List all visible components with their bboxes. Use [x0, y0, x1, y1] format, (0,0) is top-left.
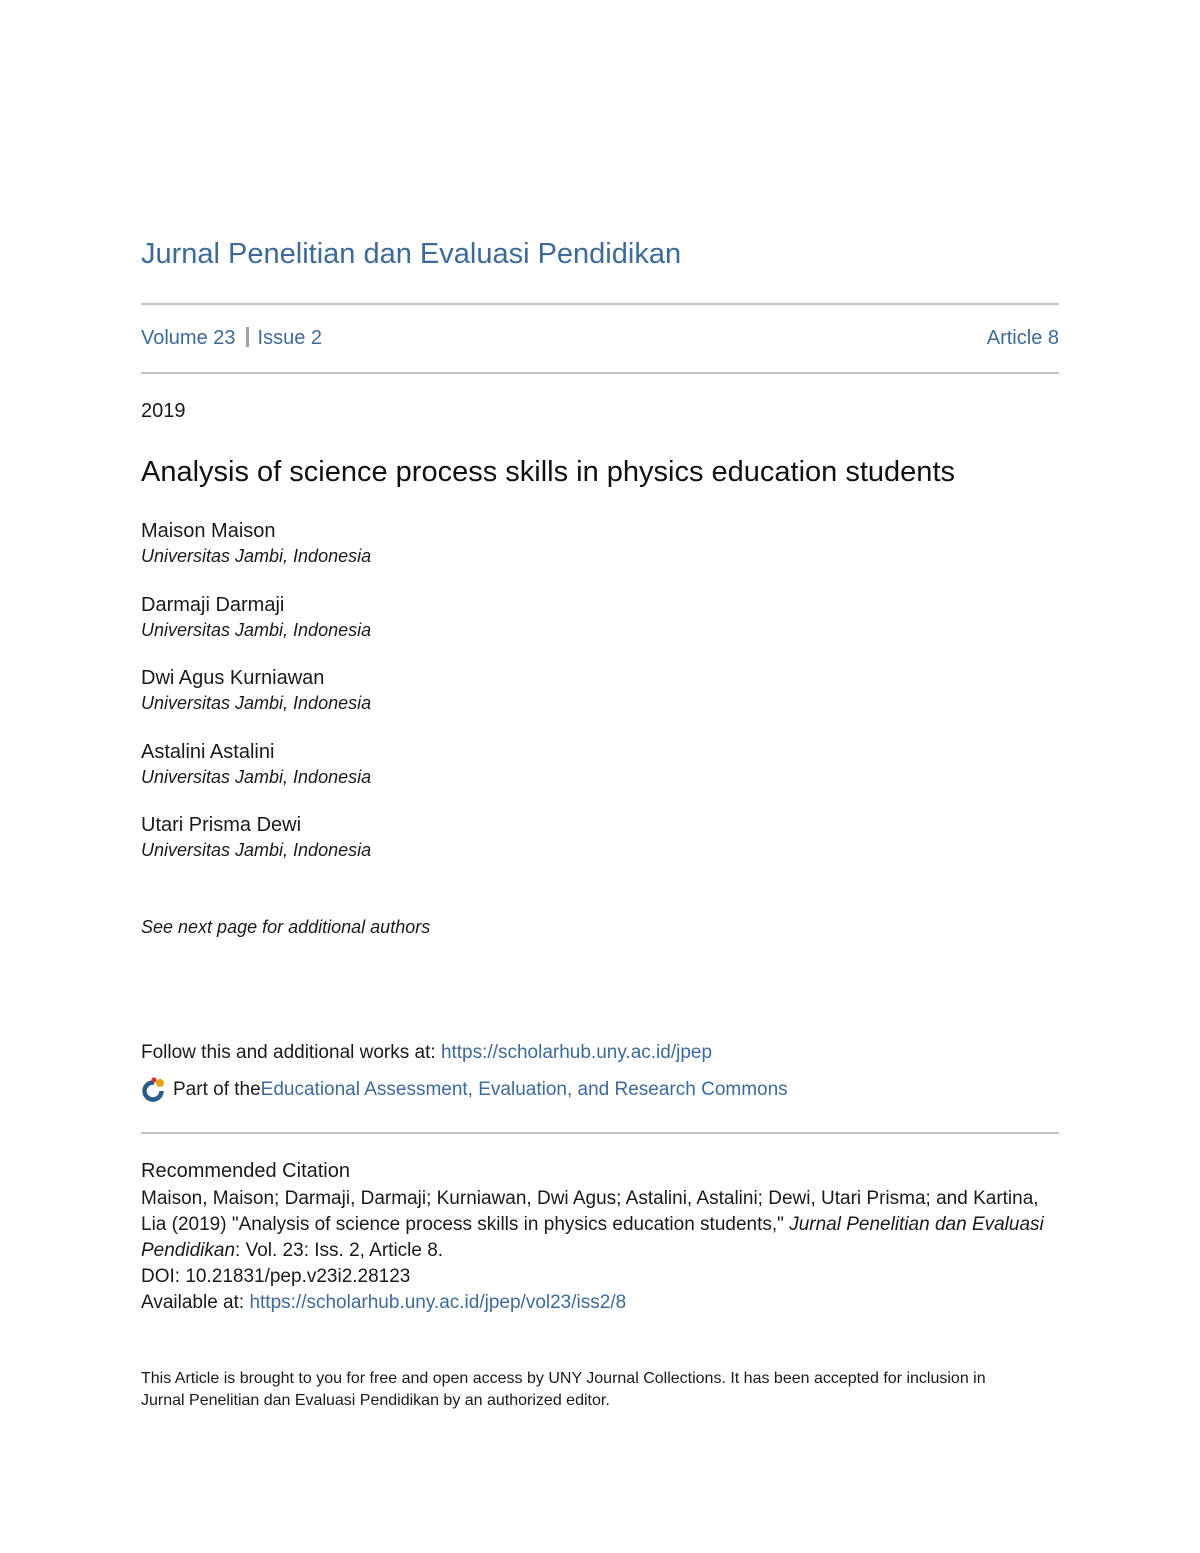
author-name: Dwi Agus Kurniawan [141, 667, 325, 689]
additional-authors-note: See next page for additional authors [141, 917, 431, 937]
recommended-citation-heading: Recommended Citation [141, 1160, 350, 1182]
issue-link[interactable]: Issue 2 [257, 327, 322, 349]
citation-volume: : Vol. 23: Iss. 2, Article 8. [235, 1240, 444, 1261]
article-number-link[interactable]: Article 8 [986, 327, 1059, 349]
author-name: Astalini Astalini [141, 740, 275, 763]
author-name: Maison Maison [141, 520, 276, 542]
commons-link[interactable]: Educational Assessment, Evaluation, and Research Commons [260, 1079, 788, 1100]
available-prefix: Available at: [141, 1292, 250, 1313]
article-url-link[interactable]: https://scholarhub.uny.ac.id/jpep/vol23/iss2/8 [249, 1292, 627, 1313]
author-affiliation: Universitas Jambi, Indonesia [141, 546, 372, 566]
citation-title-line [141, 1212, 1059, 1264]
author-affiliation: Universitas Jambi, Indonesia [141, 766, 372, 787]
citation-journal: Jurnal Penelitian dan Evaluasi Pendidikan [141, 1214, 1044, 1261]
citation-authors: Maison, Maison; Darmaji, Darmaji; Kurniawan, Dwi Agus; Astalini, Astalini; Dewi, Utari Prisma; and Kartina, [141, 1188, 1039, 1209]
separator [246, 327, 249, 347]
citation-doi: DOI: 10.21831/pep.v23i2.28123 [141, 1266, 411, 1287]
author-entry [141, 518, 371, 592]
commons-network-icon [141, 1077, 167, 1103]
author-list [141, 518, 371, 886]
author-name: Utari Prisma Dewi [141, 814, 302, 836]
citation-title: Lia (2019) "Analysis of science process skills in physics education students," [141, 1214, 790, 1235]
access-statement: This Article is brought to you for free and open access by UNY Journal Collections. It has been accepted for inclusion in Jurnal Penelitian dan Evaluasi Pendidikan by an authorized editor. [141, 1370, 986, 1409]
journal-title-link[interactable]: Jurnal Penelitian dan Evaluasi Pendidikan [141, 238, 682, 270]
author-name: Darmaji Darmaji [141, 593, 285, 616]
author-entry [141, 665, 371, 739]
follow-prefix: Follow this and additional works at: [141, 1042, 441, 1063]
citation-block [141, 1186, 1059, 1316]
part-of-line [141, 1077, 788, 1103]
author-affiliation: Universitas Jambi, Indonesia [141, 840, 372, 860]
author-affiliation: Universitas Jambi, Indonesia [141, 619, 372, 640]
volume-link[interactable]: Volume 23 [141, 327, 236, 349]
part-of-prefix: Part of the [173, 1079, 261, 1100]
author-entry [141, 592, 371, 666]
citation-available [141, 1290, 1059, 1316]
issue-divider [141, 372, 1059, 374]
top-divider [141, 303, 1059, 305]
citation-divider [141, 1132, 1059, 1134]
publication-year: 2019 [141, 400, 186, 422]
author-entry [141, 739, 371, 813]
follow-line [141, 1042, 712, 1064]
article-title: Analysis of science process skills in physics education students [141, 456, 955, 488]
issue-info [141, 327, 1059, 350]
author-entry [141, 812, 371, 886]
author-affiliation: Universitas Jambi, Indonesia [141, 693, 372, 713]
journal-url-link[interactable]: https://scholarhub.uny.ac.id/jpep [440, 1042, 713, 1063]
